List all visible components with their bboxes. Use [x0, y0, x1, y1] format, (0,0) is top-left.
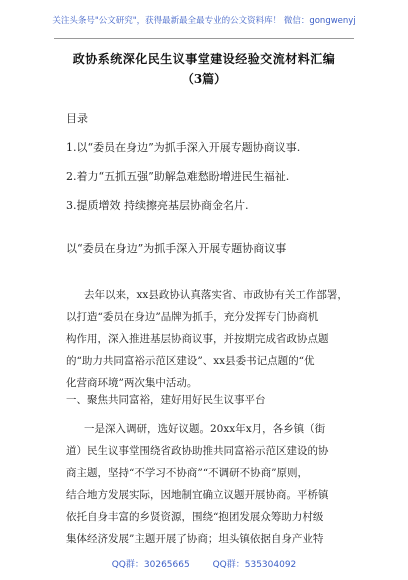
- toc-item-1: 1.以“委员在身边”为抓手深入开展专题协商议事.: [66, 141, 301, 154]
- document-title: 政协系统深化民生议事堂建设经验交流材料汇编: [72, 52, 336, 66]
- toc-heading: 目录: [66, 112, 88, 125]
- section-title: 以“委员在身边”为抓手深入开展专题协商议事: [66, 242, 287, 255]
- paragraph-body: [66, 418, 364, 550]
- paragraph-line: 结合地方发展实际，因地制宜确立议题开展协商。平桥镇: [66, 489, 329, 501]
- paragraph-line: 构作用，深入推进基层协商议事，并按期完成省政协点题: [66, 333, 329, 345]
- promo-banner: 关注头条号"公文研究"，获得最新最全最专业的公文资料库！ 微信：gongwenyj: [52, 16, 356, 26]
- qq-group-2: QQ群：535304092: [212, 560, 297, 570]
- header-divider: [54, 38, 354, 39]
- section-heading-1: 一、聚焦共同富裕，建好用好民生议事平台: [66, 394, 266, 406]
- footer-contacts: [0, 557, 408, 570]
- paragraph-line: 道）民生议事堂围绕省政协助推共同富裕示范区建设的协: [66, 445, 329, 457]
- paragraph-line: 依托自身丰富的乡贤资源，围绕“抱团发展众筹助力村级: [66, 511, 324, 523]
- toc-item-3: 3.提质增效 持续擦亮基层协商金名片.: [66, 199, 249, 212]
- paragraph-intro: [66, 284, 364, 394]
- toc-item-2: 2.着力“五抓五强”助解急难愁盼增进民生福祉.: [66, 170, 290, 183]
- paragraph-line: 一是深入调研，选好议题。20xx年x月，各乡镇（街: [84, 423, 326, 435]
- paragraph-line: 商主题，坚持“不学习不协商”“不调研不协商”原则，: [66, 467, 308, 479]
- paragraph-line: 的“助力共同富裕示范区建设”、xx县委书记点题的“优: [66, 355, 315, 367]
- document-subtitle: （3篇）: [181, 72, 227, 86]
- qq-group-1: QQ群：30265665: [111, 560, 190, 570]
- paragraph-line: 去年以来，xx县政协认真落实省、市政协有关工作部署，: [84, 289, 348, 301]
- paragraph-line: 化营商环境”两次集中活动。: [66, 377, 198, 389]
- paragraph-line: 集体经济发展”主题开展了协商；坦头镇依据自身产业特: [66, 533, 324, 545]
- paragraph-line: 以打造“委员在身边”品牌为抓手，充分发挥专门协商机: [66, 311, 319, 323]
